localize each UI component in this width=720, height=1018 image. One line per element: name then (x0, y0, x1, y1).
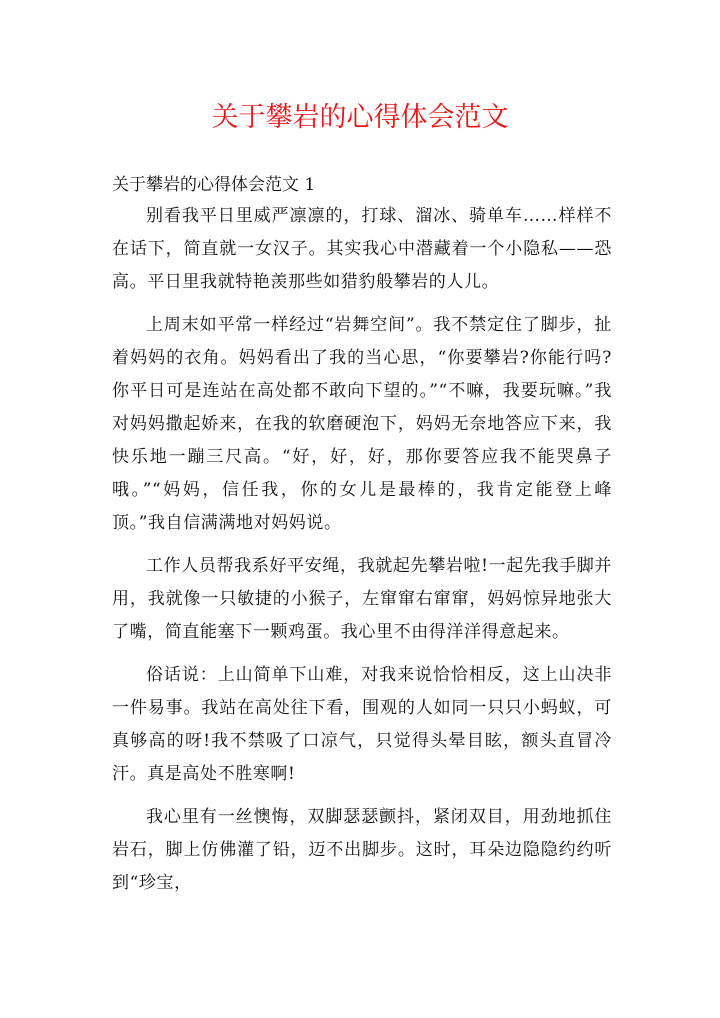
paragraph: 上周末如平常一样经过“岩舞空间”。我不禁定住了脚步，扯着妈妈的衣角。妈妈看出了我的当心思，“你要攀岩?你能行吗?你平日可是连站在高处都不敢向下望的。”“不嘛，我要玩嘛。”我对妈妈撒起娇来，在我的软磨硬泡下，妈妈无奈地答应下来，我快乐地一蹦三尺高。“好，好，好，那你要答应我不能哭鼻子哦。”“妈妈，信任我，你的女儿是最棒的，我肯定能登上峰顶。”我自信满满地对妈妈说。 (112, 315, 612, 533)
paragraph: 工作人员帮我系好平安绳，我就起先攀岩啦!一起先我手脚并用，我就像一只敏捷的小猴子，左窜窜右窜窜，妈妈惊异地张大了嘴，简直能塞下一颗鸡蛋。我心里不由得洋洋得意起来。 (112, 556, 612, 642)
document-subtitle: 关于攀岩的心得体会范文 1 (112, 175, 316, 195)
document-title: 关于攀岩的心得体会范文 (211, 102, 509, 133)
paragraph: 我心里有一丝懊悔，双脚瑟瑟颤抖，紧闭双目，用劲地抓住岩石，脚上仿佛灌了铅，迈不出脚步。这时，耳朵边隐隐约约听到“珍宝， (112, 807, 612, 893)
paragraph: 俗话说：上山简单下山难，对我来说恰恰相反，这上山决非一件易事。我站在高处往下看，围观的人如同一只只小蚂蚁，可真够高的呀!我不禁吸了口凉气，只觉得头晕目眩，额头直冒冷汗。真是高处不胜寒啊! (112, 665, 612, 784)
document-body (112, 200, 612, 910)
paragraph: 别看我平日里威严凛凛的，打球、溜冰、骑单车……样样不在话下，简直就一女汉子。其实我心中潜藏着一个小隐私——恐高。平日里我就特艳羡那些如猎豹般攀岩的人儿。 (112, 206, 612, 292)
